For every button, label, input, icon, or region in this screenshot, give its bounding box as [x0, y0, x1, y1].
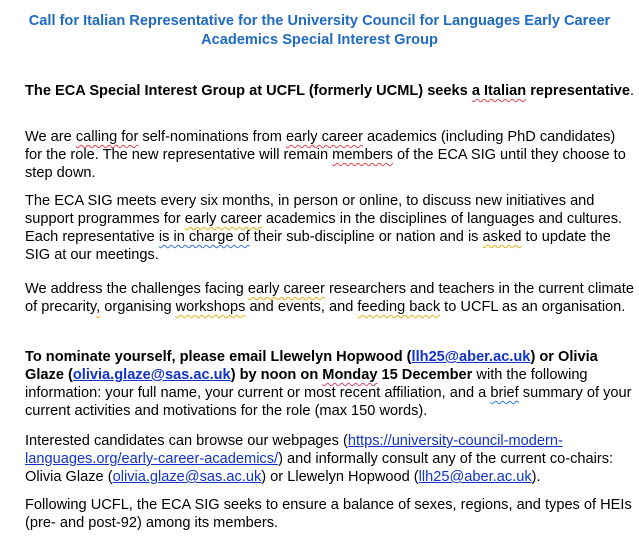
email-link-hopwood-2[interactable]: llh25@aber.ac.uk — [418, 469, 532, 485]
email-link-glaze-2[interactable]: olivia.glaze@sas.ac.uk — [112, 469, 262, 485]
paragraph-contacts: Interested candidates can browse our webpages (https://university-council-modern-languages.org/early-career-academics/) and informally consult any of the current co-chairs: Olivia Glaze (olivia.glaze@sas.ac.uk) or Llewelyn Hopwood (llh25@aber.ac.uk). — [25, 433, 614, 485]
paragraph-call: We are calling for self-nominations from early career academics (including PhD candidates) for the role. The new representative will remain members of the ECA SIG until they choose to step down. — [25, 129, 626, 181]
paragraph-nominate: To nominate yourself, please email Llewelyn Hopwood (llh25@aber.ac.uk) or Olivia Glaze (olivia.glaze@sas.ac.uk) by noon on Monday 15 December with the following information: your full name, your current or most recent affiliation, and a brief summary of your current activities and motivations for the role (max 150 words). — [25, 349, 632, 419]
email-link-glaze[interactable]: olivia.glaze@sas.ac.uk — [72, 367, 231, 383]
paragraph-challenges: We address the challenges facing early career researchers and teachers in the current climate of precarity, organising workshops and events, and feeding back to UCFL as an organisation. — [25, 281, 634, 315]
paragraph-meetings: The ECA SIG meets every six months, in person or online, to discuss new initiatives and support programmes for early career academics in the disciplines of languages and cultures. Each representative is in charge of their sub-discipline or nation and is asked to update the SIG at our meetings. — [25, 193, 623, 263]
paragraph-intro: The ECA Special Interest Group at UCFL (formerly UCML) seeks a Italian representative. — [25, 83, 635, 99]
email-link-hopwood[interactable]: llh25@aber.ac.uk — [411, 349, 531, 365]
webpage-link[interactable]: https://university-council-modern-languages.org/early-career-academics/ — [25, 433, 563, 467]
document-title: Call for Italian Representative for the University Council for Languages Early Career Academics Special Interest Group — [28, 13, 611, 48]
paragraph-balance: Following UCFL, the ECA SIG seeks to ensure a balance of sexes, regions, and types of HEIs (pre- and post-92) among its members. — [25, 497, 632, 531]
